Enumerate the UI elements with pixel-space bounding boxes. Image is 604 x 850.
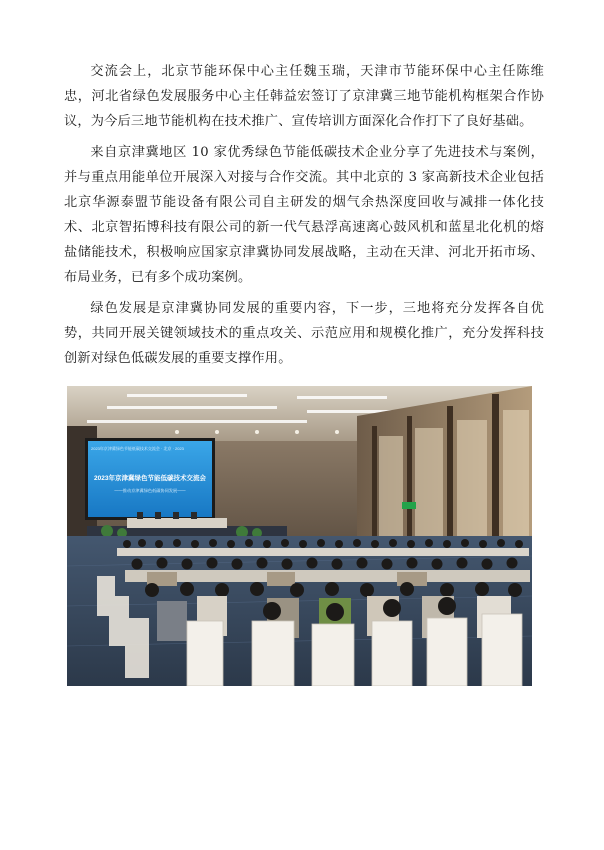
conference-hall-illustration	[67, 386, 532, 686]
screen-top-line: 2023年京津冀绿色节能低碳技术交流会 · 北京 · 2023	[91, 446, 184, 451]
conference-photo	[67, 386, 532, 686]
paragraph-1: 交流会上，北京节能环保中心主任魏玉瑞，天津市节能环保中心主任陈维忠，河北省绿色发展服务中心主任韩益宏签订了京津冀三地节能机构框架合作协议，为今后三地节能机构在技术推广、宣传培训方面深化合作打下了良好基础。	[64, 64, 544, 129]
screen-sub-line: ——推动京津冀绿色低碳协同发展——	[114, 488, 186, 493]
paragraph-3: 绿色发展是京津冀协同发展的重要内容，下一步，三地将充分发挥各自优势，共同开展关键领域技术的重点攻关、示范应用和规模化推广，充分发挥科技创新对绿色低碳发展的重要支撑作用。	[64, 301, 544, 366]
screen-banner: 2023年京津冀绿色节能低碳技术交流会	[94, 475, 206, 482]
paragraph-2: 来自京津冀地区 10 家优秀绿色节能低碳技术企业分享了先进技术与案例，并与重点用能单位开展深入对接与合作交流。其中北京的 3 家高新技术企业包括北京华源泰盟节能设备有限公司自主研发的烟气余热深度回收与减排一体化技术、北京智拓博科技有限公司的新一代气悬浮高速离心鼓风机和蓝星北化机的熔盐储能技术，积极响应国家京津冀协同发展战略，主动在天津、河北开拓市场、布局业务，已有多个成功案例。	[64, 145, 544, 285]
